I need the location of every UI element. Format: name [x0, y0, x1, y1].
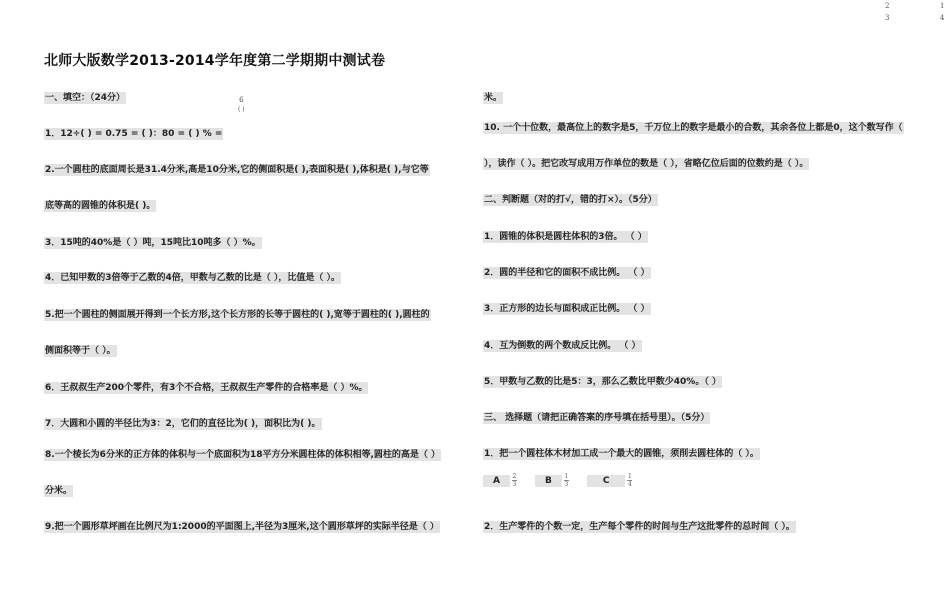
question-9-line-1: 9.把一个圆形草坪画在比例尺为1:2000的平面图上,半径为3厘米,这个圆形草坪的实际半径是（ ） [45, 522, 439, 532]
question-8-line-1: 8.一个棱长为6分米的正方体的体积与一个底面积为18平方分米圆柱体的体积相等,圆柱的高是（ ） [45, 450, 441, 460]
judgment-1: 1．圆锥的体积是圆柱体积的3倍。 （ ） [484, 232, 647, 242]
option-c-fraction: $\frac{1}{4}$ [628, 473, 632, 488]
corner-number: 3 [885, 14, 890, 22]
judgment-2: 2．圆的半径和它的面积不成比例。 （ ） [484, 268, 650, 278]
option-b-fraction: $\frac{1}{3}$ [564, 473, 569, 488]
question-2-line-1: 2.一个圆柱的底面周长是31.4分米,高是10分米,它的侧面积是( ),表面积是( ),体积是( ),与它等 [45, 165, 429, 175]
option-b: B $\frac{1}{3}$ [535, 473, 569, 488]
question-6: 6．王叔叔生产200个零件，有3个不合格，王叔叔生产零件的合格率是（ ）%。 [45, 383, 368, 393]
fraction-numerator-denominator: 6 ( ) [238, 96, 245, 113]
corner-number: 2 [885, 2, 890, 10]
judgment-3: 3．正方形的边长与面积成正比例。 （ ） [484, 304, 650, 314]
option-a: A $\frac{2}{3}$ [483, 473, 517, 488]
choice-1-options [483, 473, 650, 488]
question-4: 4．已知甲数的3倍等于乙数的4倍，甲数与乙数的比是（ ），比值是（ ）。 [45, 273, 341, 283]
question-2-line-2: 底等高的圆锥的体积是( )。 [45, 201, 156, 211]
option-c: C $\frac{1}{4}$ [587, 473, 633, 488]
corner-number: 4 [940, 14, 945, 22]
option-a-fraction: $\frac{2}{3}$ [512, 473, 517, 488]
question-5-line-2: 侧面积等于（ ）。 [45, 346, 116, 356]
judgment-5: 5．甲数与乙数的比是5：3，那么乙数比甲数少40%。（ ） [484, 377, 721, 387]
question-1: 1．12÷( ) = 0.75 = ( )：80 = ( ) % = [45, 129, 223, 139]
choice-1: 1．把一个圆柱体木材加工成一个最大的圆锥，须削去圆柱体的（ ）。 [484, 449, 759, 459]
question-8-line-2: 分米。 [45, 486, 73, 496]
section-heading-fill-in: 一、填空：（24分） [45, 93, 126, 103]
corner-number: 1 [940, 2, 945, 10]
question-7: 7．大圆和小圆的半径比为3：2，它们的直径比为( )，面积比为( )。 [45, 419, 321, 429]
question-3: 3．15吨的40%是（ ）吨，15吨比10吨多（ ）%。 [45, 238, 261, 248]
page-title: 北师大版数学2013-2014学年度第二学期期中测试卷 [44, 53, 386, 69]
section-heading-choice: 三、 选择题（请把正确答案的序号填在括号里）。（5分） [484, 413, 710, 423]
question-9-line-2: 米。 [484, 93, 503, 103]
choice-2: 2．生产零件的个数一定，生产每个零件的时间与生产这批零件的总时间（ ）。 [484, 522, 795, 532]
judgment-4: 4．互为倒数的两个数成反比例。 （ ） [484, 341, 641, 351]
question-10-line-1: 10. 一个十位数，最高位上的数字是5，千万位上的数字是最小的合数，其余各位上都是0，这个数写作（ [484, 123, 903, 133]
question-10-line-2: ），读作（ ）。把它改写成用万作单位的数是（ ），省略亿位后面的位数约是（ ）。 [484, 159, 809, 169]
question-5-line-1: 5.把一个圆柱的侧面展开得到一个长方形,这个长方形的长等于圆柱的( ),宽等于圆柱的( ),圆柱的 [45, 310, 430, 320]
section-heading-judgment: 二、判断题（对的打√，错的打×）。（5分） [484, 195, 657, 205]
